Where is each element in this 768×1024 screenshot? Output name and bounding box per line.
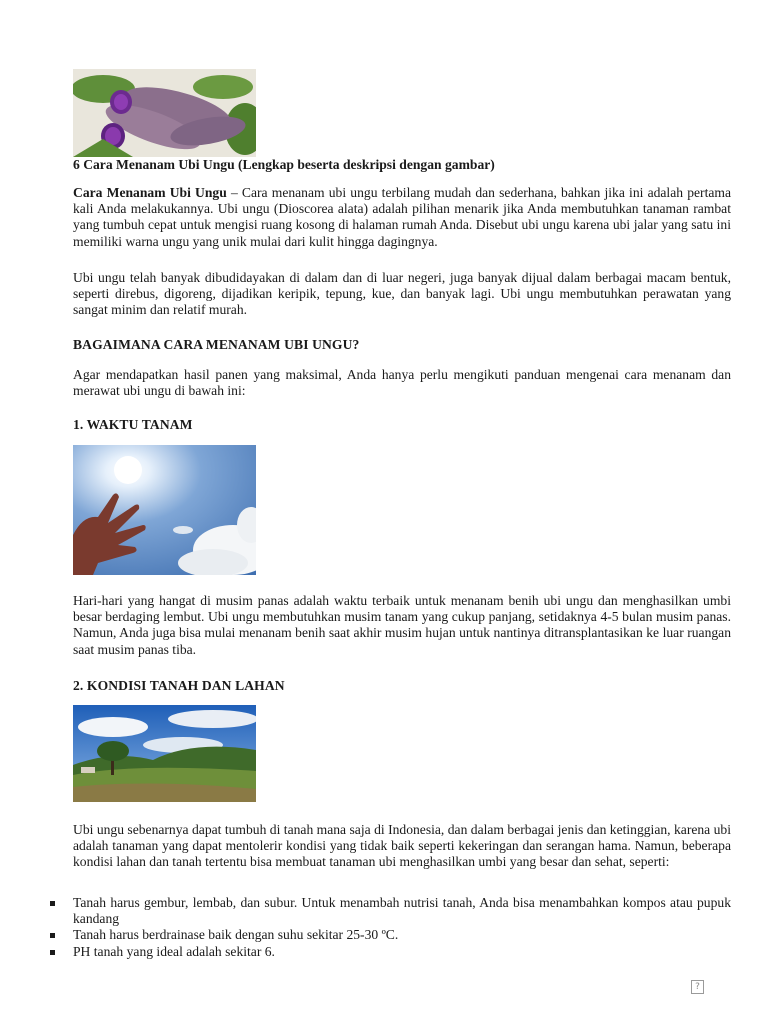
intro-text: – Cara menanam ubi ungu terbilang mudah dan sederhana, bahkan jika ini adalah pertama kali Anda melakukannya. Ubi ungu (Dioscorea alata) adalah pilihan menarik jika Anda membutuhkan tanaman rambat yang tumbuh cepat untuk mengisi ruang kosong di halaman rumah Anda. Disebut ubi ungu karena ubi jalar yang satu ini memiliki warna ungu yang unik mulai dari kulit hingga dagingnya. (73, 185, 731, 249)
intro-paragraph (73, 185, 731, 250)
list-item: Tanah harus berdrainase baik dengan suhu sekitar 25-30 ºC. (48, 927, 731, 943)
bullet-square-icon (50, 901, 55, 906)
sun-and-hand-image (73, 445, 256, 575)
list-item: Tanah harus gembur, lembab, dan subur. Untuk menambah nutrisi tanah, Anda bisa menambahkan kompos atau pupuk kandang (48, 895, 731, 927)
heading-how-to-plant: BAGAIMANA CARA MENANAM UBI UNGU? (73, 337, 360, 352)
list-item: PH tanah yang ideal adalah sekitar 6. (48, 944, 731, 960)
paragraph-5: Ubi ungu sebenarnya dapat tumbuh di tanah mana saja di Indonesia, dan dalam berbagai jenis dan ketinggian, karena ubi adalah tanaman yang dapat mentolerir kondisi yang tidak baik seperti kekeringan dan serangan hama. Namun, beberapa kondisi lahan dan tanah tertentu bisa membuat tanaman ubi menghasilkan umbi yang besar dan sehat, seperti: (73, 822, 731, 870)
heading-soil-condition: 2. KONDISI TANAH DAN LAHAN (73, 678, 285, 693)
bullet-square-icon (50, 933, 55, 938)
purple-sweet-potato-image (73, 69, 256, 157)
paragraph-4: Hari-hari yang hangat di musim panas adalah waktu terbaik untuk menanam benih ubi ungu dan menghasilkan umbi besar berdaging lembut. Ubi ungu membutuhkan musim tanam yang cukup panjang, setidaknya 4-5 bulan musim panas. Namun, Anda juga bisa mulai menanam benih saat akhir musim hujan untuk nantinya ditransplantasikan ke luar ruangan saat musim panas tiba. (73, 593, 731, 657)
paragraph-3: Agar mendapatkan hasil panen yang maksimal, Anda hanya perlu mengikuti panduan mengenai cara menanam dan merawat ubi ungu di bawah ini: (73, 367, 731, 399)
intro-lead: Cara Menanam Ubi Ungu (73, 185, 227, 200)
paragraph-2: Ubi ungu telah banyak dibudidayakan di dalam dan di luar negeri, juga banyak dijual dalam berbagai macam bentuk, seperti direbus, digoreng, dijadikan keripik, tepung, kue, dan banyak lagi. Ubi ungu membutuhkan perawatan yang sangat minim dan relatif murah. (73, 270, 731, 318)
landscape-field-image (73, 705, 256, 802)
placeholder-glyph-icon: ? (691, 980, 704, 994)
heading-planting-time: 1. WAKTU TANAM (73, 417, 193, 432)
document-caption: 6 Cara Menanam Ubi Ungu (Lengkap beserta deskripsi dengan gambar) (73, 157, 495, 172)
soil-requirements-list (48, 895, 731, 960)
bullet-square-icon (50, 950, 55, 955)
